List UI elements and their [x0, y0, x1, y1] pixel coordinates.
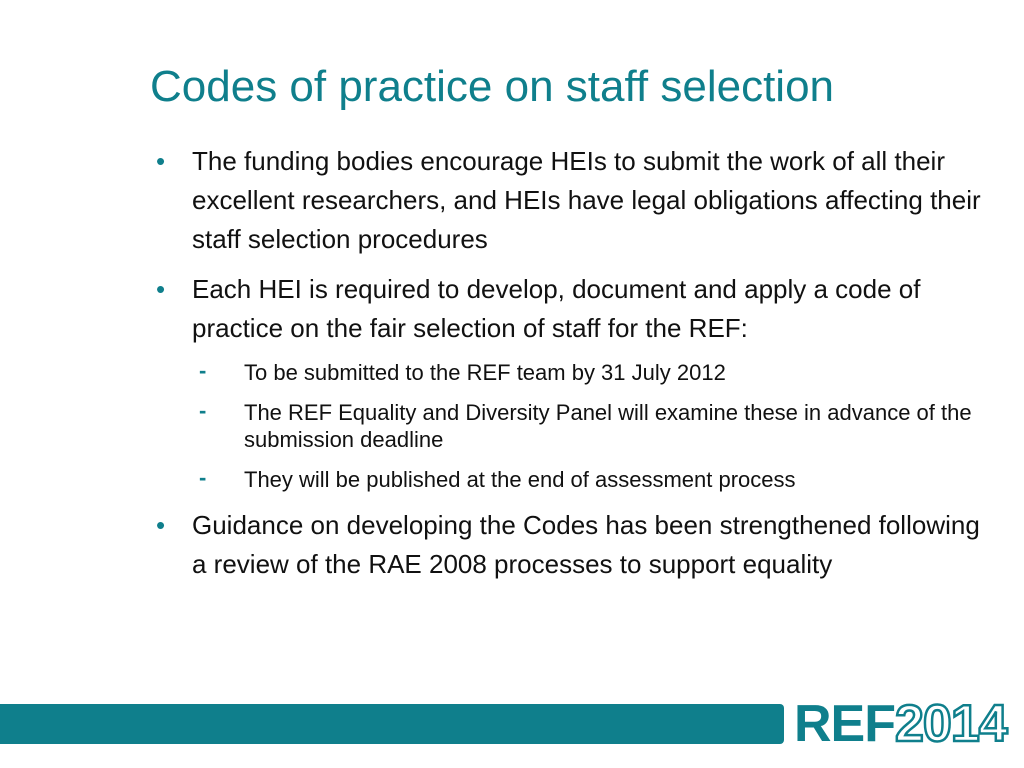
- bullet-dot-icon: •: [156, 146, 166, 176]
- bullet-dot-icon: •: [156, 274, 166, 304]
- footer-bar-cap: [772, 704, 784, 744]
- logo-ref-text: REF: [794, 695, 895, 753]
- bullet-text: Guidance on developing the Codes has been strengthened following a review of the RAE 2008 processes to support equality: [192, 510, 980, 579]
- bullet-list: [150, 142, 990, 595]
- bullet-item: [150, 506, 990, 584]
- sub-bullet-item: [192, 399, 990, 453]
- bullet-item: [150, 270, 990, 348]
- slide-title: Codes of practice on staff selection: [150, 62, 835, 111]
- dash-icon: -: [199, 358, 207, 383]
- ref2014-logo: [794, 696, 1007, 752]
- bullet-dot-icon: •: [156, 510, 166, 540]
- sub-bullet-list: [150, 359, 990, 493]
- sub-bullet-item: [192, 359, 990, 386]
- sub-bullet-text: The REF Equality and Diversity Panel will examine these in advance of the submission deadline: [244, 400, 972, 452]
- footer-bar: [0, 704, 778, 744]
- bullet-text: The funding bodies encourage HEIs to submit the work of all their excellent researchers, and HEIs have legal obligations affecting their staff selection procedures: [192, 146, 981, 254]
- dash-icon: -: [199, 398, 207, 423]
- sub-bullet-item: [192, 466, 990, 493]
- bullet-item: [150, 142, 990, 259]
- dash-icon: -: [199, 465, 207, 490]
- sub-bullet-text: They will be published at the end of assessment process: [244, 467, 796, 492]
- bullet-text: Each HEI is required to develop, document and apply a code of practice on the fair selection of staff for the REF:: [192, 274, 921, 343]
- sub-bullet-text: To be submitted to the REF team by 31 July 2012: [244, 360, 726, 385]
- logo-year-text: 2014: [895, 695, 1007, 753]
